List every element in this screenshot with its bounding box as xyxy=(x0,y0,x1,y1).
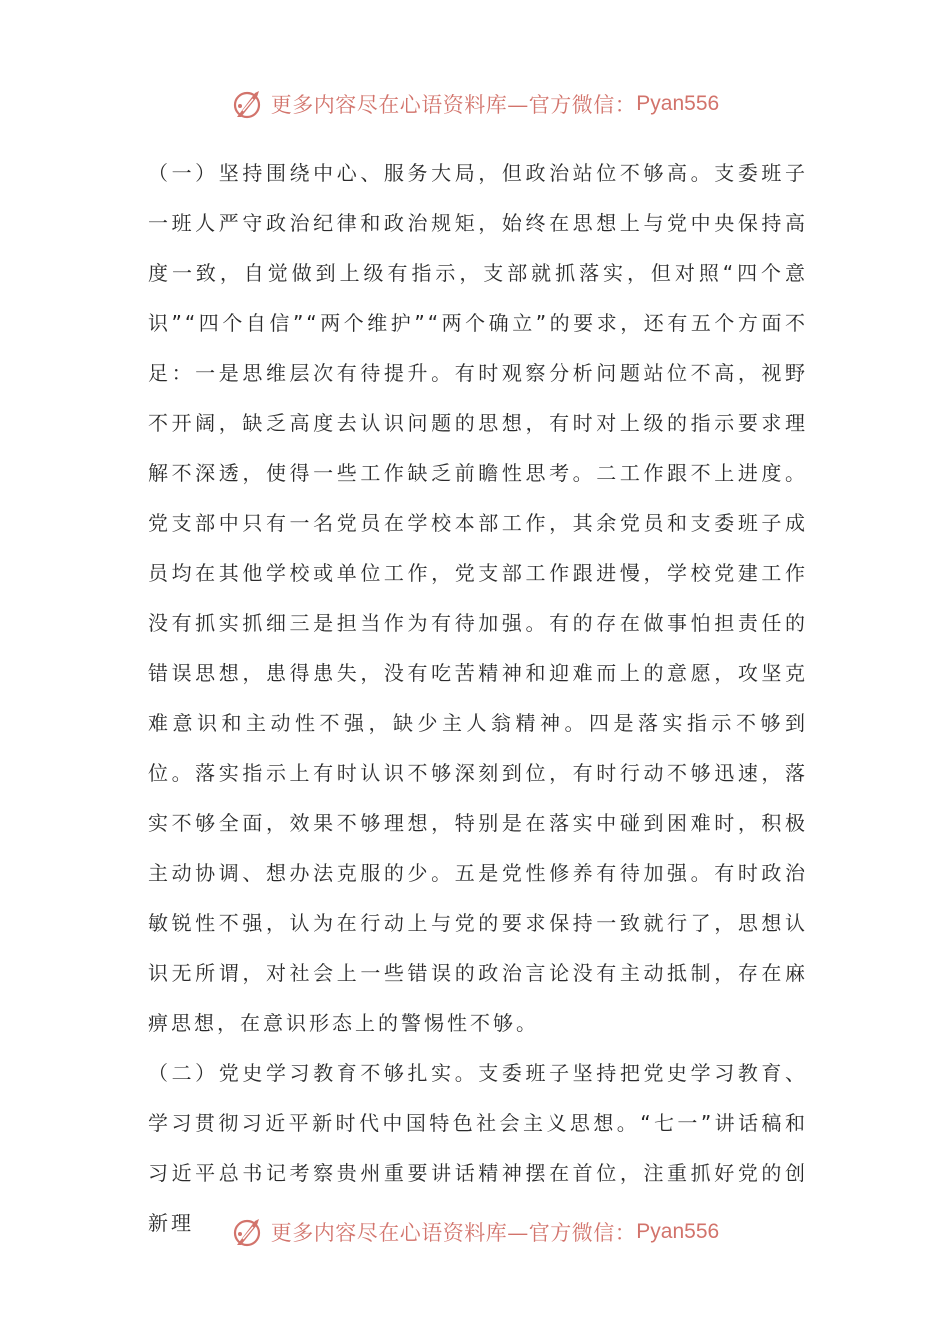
footer-wechat-id: Pyan556 xyxy=(636,1220,720,1243)
footer-banner-text: 更多内容尽在心语资料库—官方微信： xyxy=(270,1221,637,1245)
paragraph-2: （二）党史学习教育不够扎实。支委班子坚持把党史学习教育、学习贯彻习近平新时代中国特色社会主义思想。“七一”讲话稿和习近平总书记考察贵州重要讲话精神摆在首位，注重抓好党的创新理 xyxy=(148,1061,808,1235)
paragraph-1: （一）坚持围绕中心、服务大局，但政治站位不够高。支委班子一班人严守政治纪律和政治规矩，始终在思想上与党中央保持高度一致，自觉做到上级有指示，支部就抓落实，但对照“四个意识”“四个自信”“两个维护”“两个确立”的要求，还有五个方面不足：一是思维层次有待提升。有时观察分析问题站位不高，视野不开阔，缺乏高度去认识问题的思想，有时对上级的指示要求理解不深透，使得一些工作缺乏前瞻性思考。二工作跟不上进度。党支部中只有一名党员在学校本部工作，其余党员和支委班子成员均在其他学校或单位工作，党支部工作跟进慢，学校党建工作没有抓实抓细三是担当作为有待加强。有的存在做事怕担责任的错误思想，患得患失，没有吃苦精神和迎难而上的意愿，攻坚克难意识和主动性不强，缺少主人翁精神。四是落实指示不够到位。落实指示上有时认识不够深刻到位，有时行动不够迅速，落实不够全面，效果不够理想，特别是在落实中碰到困难时，积极主动协调、想办法克服的少。五是党性修养有待加强。有时政治敏锐性不强，认为在行动上与党的要求保持一致就行了，思想认识无所谓，对社会上一些错误的政治言论没有主动抵制，存在麻痹思想，在意识形态上的警惕性不够。 xyxy=(148,161,808,1035)
footer-banner xyxy=(0,1212,950,1252)
quill-logo-icon xyxy=(231,1215,265,1249)
header-banner-text: 更多内容尽在心语资料库—官方微信： xyxy=(270,93,637,117)
quill-logo-icon xyxy=(231,87,265,121)
header-wechat-id: Pyan556 xyxy=(636,92,720,115)
header-banner xyxy=(0,84,950,124)
